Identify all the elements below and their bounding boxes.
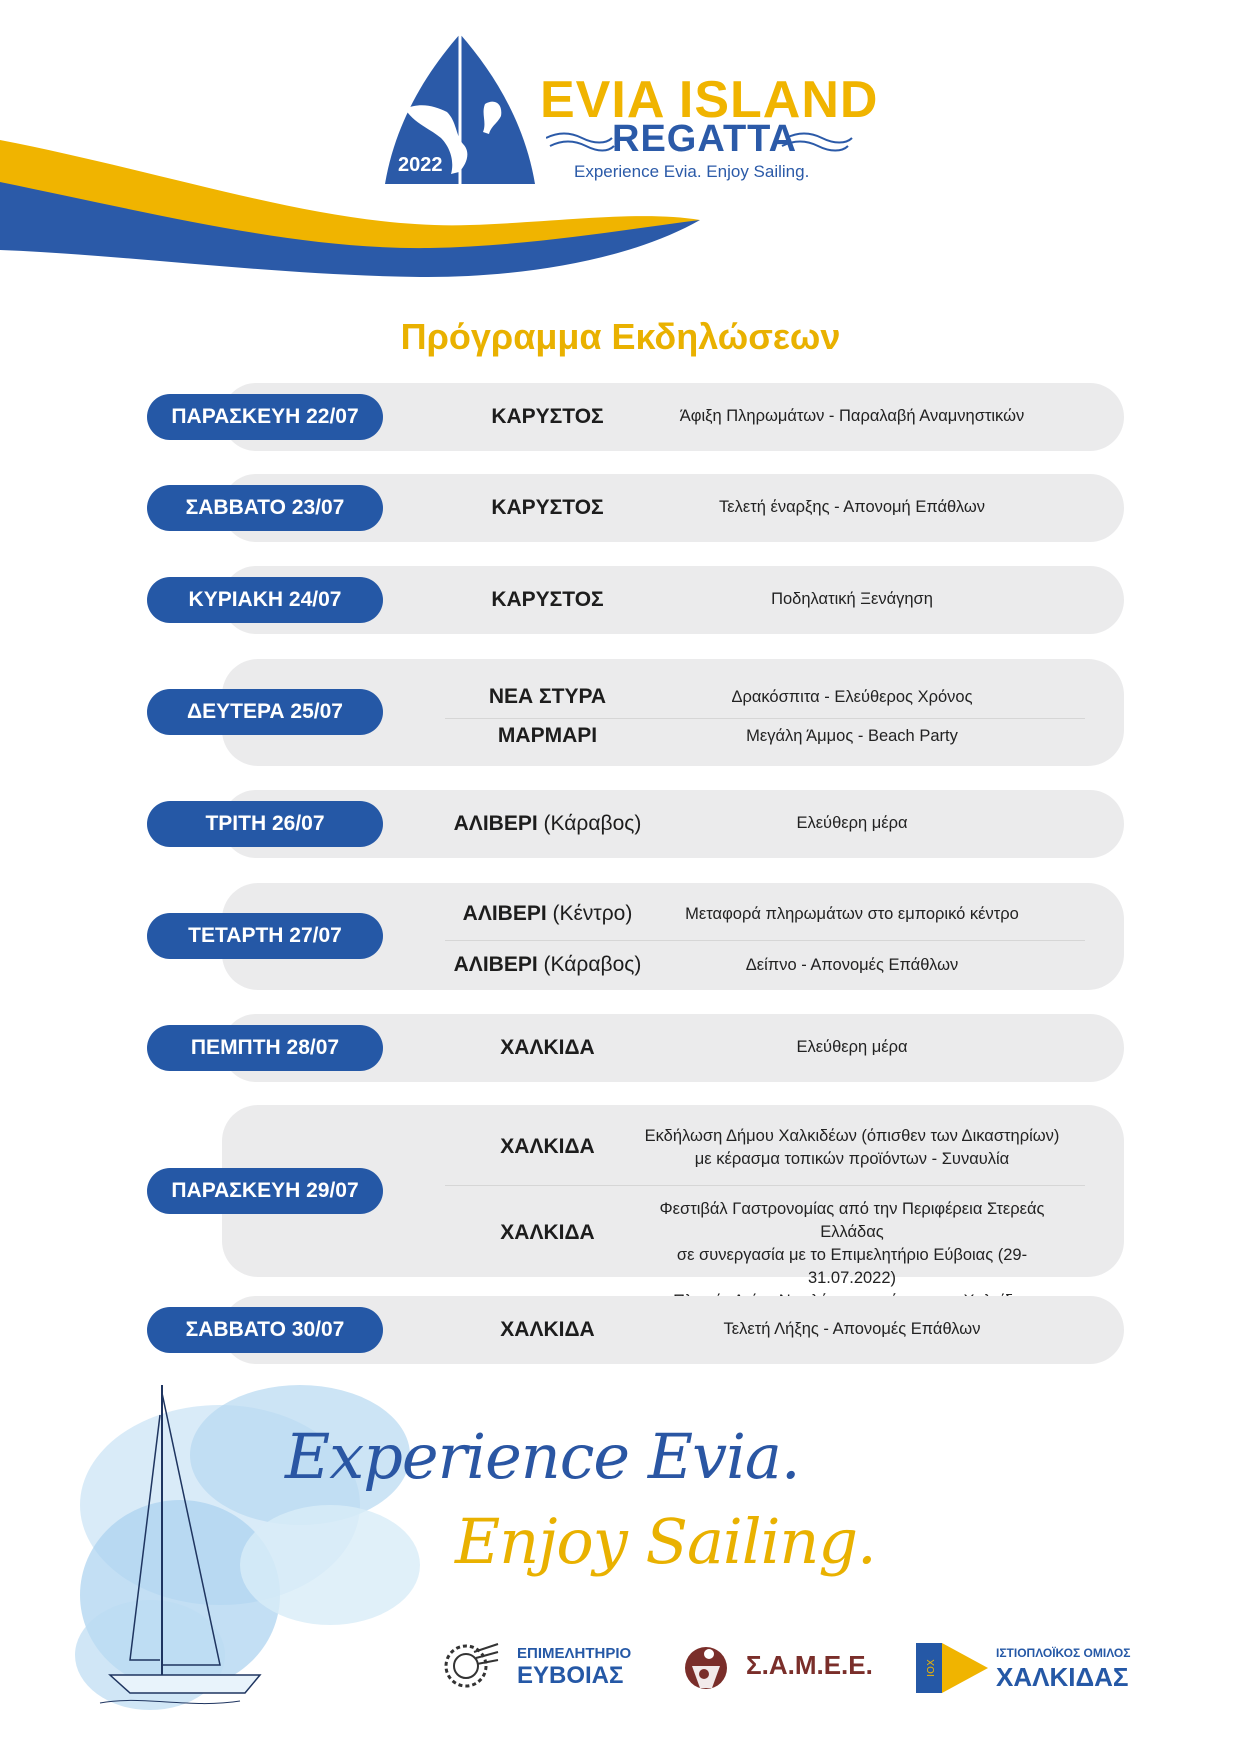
- day-label: ΣΑΒΒΑΤΟ 30/07: [147, 1307, 383, 1353]
- place-label: ΧΑΛΚΙΔΑ: [500, 1135, 595, 1158]
- place-label: ΝΕΑ ΣΤΥΡΑ: [488, 685, 607, 708]
- page-heading: Πρόγραμμα Εκδηλώσεων: [400, 316, 841, 357]
- day-label: ΠΑΡΑΣΚΕΥΗ 22/07: [147, 394, 383, 440]
- place-label: ΚΑΡΥΣΤΟΣ: [491, 405, 604, 428]
- event-label: Ποδηλατική Ξενάγηση: [771, 590, 933, 608]
- event-label: Μεγάλη Άμμος - Beach Party: [746, 727, 958, 745]
- samee-name: Σ.Α.Μ.Ε.Ε.: [746, 1650, 873, 1680]
- event-label: Τελετή έναρξης - Απονομή Επάθλων: [718, 498, 986, 516]
- club-name-line1: ΙΣΤΙΟΠΛΟΪΚΟΣ ΟΜΙΛΟΣ: [996, 1646, 1131, 1660]
- logo-subtitle: REGATTA: [612, 118, 798, 160]
- event-label: Τελετή Λήξης - Απονομές Επάθλων: [723, 1320, 981, 1338]
- place-label: ΜΑΡΜΑΡΙ: [497, 724, 598, 747]
- place-label: ΧΑΛΚΙΔΑ: [500, 1221, 595, 1244]
- day-label: ΚΥΡΙΑΚΗ 24/07: [147, 577, 383, 623]
- event-label: Εκδήλωση Δήμου Χαλκιδέων (όπισθεν των Δικαστηρίων) με κέρασμα τοπικών προϊόντων - Συναυλία: [644, 1127, 1060, 1168]
- samee-logo-icon: [682, 1644, 730, 1692]
- place-label: ΧΑΛΚΙΔΑ: [500, 1036, 595, 1059]
- event-label: Ελεύθερη μέρα: [796, 814, 908, 832]
- logo-tagline: Experience Evia. Enjoy Sailing.: [574, 162, 810, 181]
- place-label: ΧΑΛΚΙΔΑ: [500, 1318, 595, 1341]
- chamber-name-line2: ΕΥΒΟΙΑΣ: [517, 1662, 624, 1689]
- place-label: ΚΑΡΥΣΤΟΣ: [491, 496, 604, 519]
- event-label: Δείπνο - Απονομές Επάθλων: [745, 956, 959, 974]
- row-divider: [445, 718, 1085, 719]
- place-label: ΚΑΡΥΣΤΟΣ: [491, 588, 604, 611]
- logo-title: EVIA ISLAND: [540, 71, 879, 129]
- place-label: ΑΛΙΒΕΡΙ (Κάραβος): [453, 812, 642, 835]
- club-badge-text: ΙΟΧ: [926, 1659, 937, 1677]
- day-label: ΤΕΤΑΡΤΗ 27/07: [147, 913, 383, 959]
- event-label: Δρακόσπιτα - Ελεύθερος Χρόνος: [731, 688, 973, 706]
- slogan-line-1: Experience Evia.: [285, 1420, 800, 1493]
- chamber-gear-icon: [440, 1640, 500, 1690]
- row-divider: [445, 1185, 1085, 1186]
- event-label: Μεταφορά πληρωμάτων στο εμπορικό κέντρο: [685, 905, 1019, 923]
- chamber-name-line1: ΕΠΙΜΕΛΗΤΗΡΙΟ: [517, 1645, 632, 1662]
- day-label: ΤΡΙΤΗ 26/07: [147, 801, 383, 847]
- club-name-line2: ΧΑΛΚΙΔΑΣ: [996, 1662, 1129, 1692]
- place-label: ΑΛΙΒΕΡΙ (Κέντρο): [462, 902, 633, 925]
- event-label: Ελεύθερη μέρα: [796, 1038, 908, 1056]
- day-label: ΠΑΡΑΣΚΕΥΗ 29/07: [147, 1168, 383, 1214]
- day-label: ΠΕΜΠΤΗ 28/07: [147, 1025, 383, 1071]
- row-divider: [445, 940, 1085, 941]
- day-label: ΔΕΥΤΕΡΑ 25/07: [147, 689, 383, 735]
- event-label: Άφιξη Πληρωμάτων - Παραλαβή Αναμνηστικών: [679, 407, 1025, 425]
- day-label: ΣΑΒΒΑΤΟ 23/07: [147, 485, 383, 531]
- place-label: ΑΛΙΒΕΡΙ (Κάραβος): [453, 953, 642, 976]
- logo-year: 2022: [398, 154, 443, 176]
- club-pennant-icon: [916, 1643, 988, 1693]
- slogan-line-2: Enjoy Sailing.: [455, 1505, 876, 1578]
- event-label: Φεστιβάλ Γαστρονομίας από την Περιφέρεια Στερεάς Ελλάδας σε συνεργασία με το Επιμελητήριο Εύβοιας (29-31.07.2022): [659, 1200, 1045, 1287]
